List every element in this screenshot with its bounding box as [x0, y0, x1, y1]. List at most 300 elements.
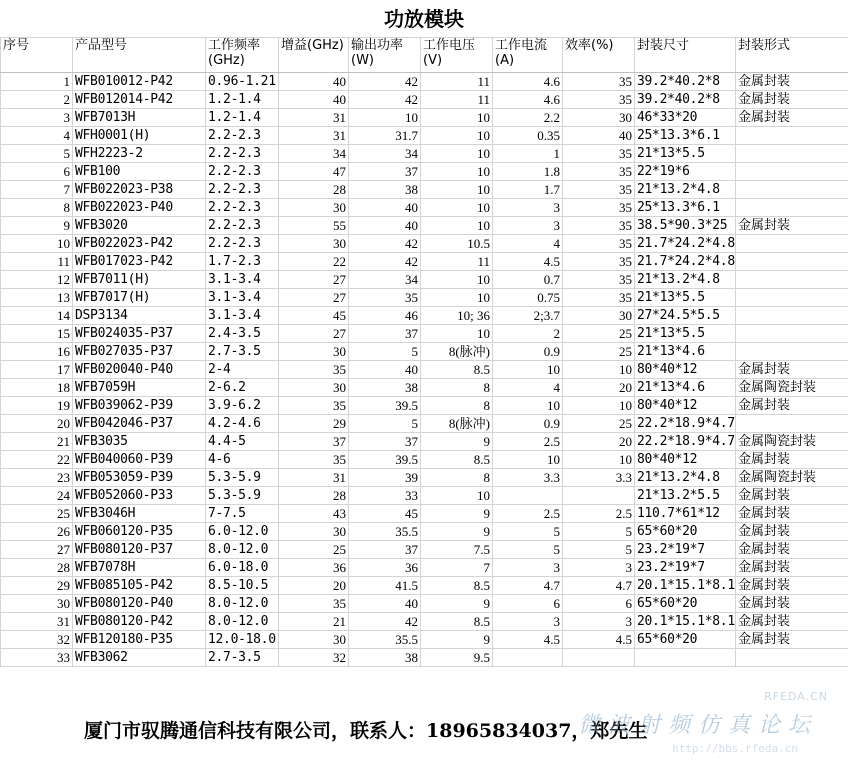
- cell-index: 10: [1, 235, 73, 253]
- cell-voltage: 10: [421, 127, 493, 145]
- cell-current: 0.75: [493, 289, 563, 307]
- cell-frequency: 6.0-18.0: [206, 559, 279, 577]
- col-header-frequency: 工作频率(GHz): [206, 38, 279, 73]
- col-header-output-power: 输出功率(W): [349, 38, 421, 73]
- cell-index: 20: [1, 415, 73, 433]
- col-header-efficiency: 效率(%): [563, 38, 635, 73]
- table-row: [1, 181, 848, 199]
- cell-index: 1: [1, 73, 73, 91]
- cell-voltage: 10: [421, 325, 493, 343]
- cell-efficiency: 20: [563, 433, 635, 451]
- cell-package-type: 金属封装: [736, 631, 848, 649]
- cell-package-size: 22.2*18.9*4.7: [635, 433, 736, 451]
- cell-package-type: [736, 199, 848, 217]
- cell-output-power: 37: [349, 325, 421, 343]
- cell-frequency: 2-6.2: [206, 379, 279, 397]
- cell-package-type: [736, 181, 848, 199]
- cell-voltage: 8.5: [421, 451, 493, 469]
- cell-frequency: 8.0-12.0: [206, 541, 279, 559]
- cell-current: 5: [493, 541, 563, 559]
- cell-index: 12: [1, 271, 73, 289]
- table-row: [1, 541, 848, 559]
- cell-frequency: 2.4-3.5: [206, 325, 279, 343]
- table-row: [1, 559, 848, 577]
- cell-index: 31: [1, 613, 73, 631]
- page-title: 功放模块: [384, 7, 464, 31]
- cell-package-type: [736, 145, 848, 163]
- table-row: [1, 577, 848, 595]
- header-row: [1, 38, 848, 73]
- cell-model: WFH0001(H): [73, 127, 206, 145]
- cell-efficiency: 25: [563, 343, 635, 361]
- cell-gain: 30: [279, 523, 349, 541]
- cell-frequency: 8.5-10.5: [206, 577, 279, 595]
- cell-efficiency: 2.5: [563, 505, 635, 523]
- cell-package-size: 21.7*24.2*4.8: [635, 235, 736, 253]
- cell-output-power: 37: [349, 541, 421, 559]
- cell-frequency: 8.0-12.0: [206, 613, 279, 631]
- cell-current: 3: [493, 217, 563, 235]
- cell-efficiency: 6: [563, 595, 635, 613]
- cell-voltage: 10: [421, 181, 493, 199]
- cell-efficiency: 10: [563, 451, 635, 469]
- cell-model: WFB053059-P39: [73, 469, 206, 487]
- cell-gain: 45: [279, 307, 349, 325]
- cell-output-power: 39: [349, 469, 421, 487]
- cell-efficiency: 25: [563, 325, 635, 343]
- cell-package-size: 65*60*20: [635, 631, 736, 649]
- cell-package-type: [736, 307, 848, 325]
- cell-index: 19: [1, 397, 73, 415]
- cell-output-power: 34: [349, 145, 421, 163]
- col-header-package-size: 封装尺寸: [635, 38, 736, 73]
- cell-gain: 32: [279, 649, 349, 667]
- cell-model: WFB080120-P40: [73, 595, 206, 613]
- cell-package-type: [736, 289, 848, 307]
- table-row: [1, 253, 848, 271]
- cell-index: 7: [1, 181, 73, 199]
- cell-output-power: 42: [349, 613, 421, 631]
- col-header-index: 序号: [1, 38, 73, 73]
- cell-voltage: 7: [421, 559, 493, 577]
- cell-efficiency: 4.7: [563, 577, 635, 595]
- cell-output-power: 38: [349, 379, 421, 397]
- cell-output-power: 34: [349, 271, 421, 289]
- cell-package-type: [736, 253, 848, 271]
- cell-model: WFB120180-P35: [73, 631, 206, 649]
- cell-index: 17: [1, 361, 73, 379]
- cell-voltage: 8.5: [421, 577, 493, 595]
- cell-package-type: 金属封装: [736, 451, 848, 469]
- cell-model: WFB027035-P37: [73, 343, 206, 361]
- cell-package-size: 25*13.3*6.1: [635, 199, 736, 217]
- cell-index: 14: [1, 307, 73, 325]
- cell-package-size: 21*13*5.5: [635, 289, 736, 307]
- cell-voltage: 10; 36: [421, 307, 493, 325]
- cell-efficiency: 35: [563, 217, 635, 235]
- cell-efficiency: 35: [563, 73, 635, 91]
- cell-package-size: 20.1*15.1*8.1: [635, 613, 736, 631]
- cell-package-type: 金属封装: [736, 559, 848, 577]
- cell-current: [493, 487, 563, 505]
- table-row: [1, 289, 848, 307]
- cell-efficiency: 35: [563, 145, 635, 163]
- table-row: [1, 433, 848, 451]
- cell-voltage: 9: [421, 523, 493, 541]
- cell-gain: 30: [279, 343, 349, 361]
- cell-efficiency: 35: [563, 181, 635, 199]
- cell-index: 2: [1, 91, 73, 109]
- cell-index: 32: [1, 631, 73, 649]
- cell-efficiency: 30: [563, 307, 635, 325]
- cell-efficiency: 35: [563, 199, 635, 217]
- cell-model: WFB012014-P42: [73, 91, 206, 109]
- cell-frequency: 1.2-1.4: [206, 91, 279, 109]
- cell-model: WFB022023-P40: [73, 199, 206, 217]
- cell-package-size: 21*13.2*5.5: [635, 487, 736, 505]
- cell-model: WFB060120-P35: [73, 523, 206, 541]
- table-row: [1, 451, 848, 469]
- cell-voltage: 8: [421, 379, 493, 397]
- cell-efficiency: 3: [563, 559, 635, 577]
- cell-gain: 21: [279, 613, 349, 631]
- cell-gain: 29: [279, 415, 349, 433]
- cell-package-size: 21*13*5.5: [635, 145, 736, 163]
- cell-efficiency: 35: [563, 253, 635, 271]
- cell-efficiency: [563, 649, 635, 667]
- table-row: [1, 163, 848, 181]
- cell-output-power: 37: [349, 433, 421, 451]
- cell-output-power: 42: [349, 235, 421, 253]
- cell-package-size: 80*40*12: [635, 397, 736, 415]
- cell-gain: 27: [279, 325, 349, 343]
- table-row: [1, 145, 848, 163]
- cell-model: WFB085105-P42: [73, 577, 206, 595]
- cell-frequency: 7-7.5: [206, 505, 279, 523]
- cell-package-type: 金属封装: [736, 523, 848, 541]
- cell-voltage: 11: [421, 73, 493, 91]
- product-table: [0, 37, 848, 667]
- cell-frequency: 3.1-3.4: [206, 289, 279, 307]
- cell-index: 15: [1, 325, 73, 343]
- cell-package-type: [736, 271, 848, 289]
- cell-output-power: 45: [349, 505, 421, 523]
- cell-index: 27: [1, 541, 73, 559]
- cell-model: WFB052060-P33: [73, 487, 206, 505]
- cell-output-power: 42: [349, 253, 421, 271]
- cell-package-size: 21*13.2*4.8: [635, 469, 736, 487]
- cell-voltage: 8: [421, 397, 493, 415]
- cell-package-type: 金属封装: [736, 73, 848, 91]
- cell-gain: 35: [279, 361, 349, 379]
- cell-output-power: 35.5: [349, 523, 421, 541]
- table-row: [1, 343, 848, 361]
- cell-current: 0.7: [493, 271, 563, 289]
- cell-current: 2: [493, 325, 563, 343]
- cell-voltage: 11: [421, 253, 493, 271]
- cell-package-size: 46*33*20: [635, 109, 736, 127]
- cell-frequency: 2.2-2.3: [206, 145, 279, 163]
- cell-package-type: 金属封装: [736, 217, 848, 235]
- cell-frequency: 2-4: [206, 361, 279, 379]
- cell-package-type: [736, 649, 848, 667]
- cell-voltage: 9: [421, 505, 493, 523]
- watermark-url: http://bbs.rfeda.cn: [672, 742, 798, 755]
- cell-voltage: 7.5: [421, 541, 493, 559]
- cell-model: DSP3134: [73, 307, 206, 325]
- cell-package-type: 金属封装: [736, 487, 848, 505]
- cell-frequency: 3.1-3.4: [206, 271, 279, 289]
- watermark-script: 微波射频仿真论坛: [577, 713, 818, 738]
- cell-current: 4: [493, 379, 563, 397]
- cell-model: WFB3020: [73, 217, 206, 235]
- cell-gain: 31: [279, 469, 349, 487]
- cell-model: WFB022023-P38: [73, 181, 206, 199]
- cell-index: 18: [1, 379, 73, 397]
- table-row: [1, 649, 848, 667]
- cell-efficiency: 35: [563, 271, 635, 289]
- cell-current: 4.6: [493, 91, 563, 109]
- cell-package-type: [736, 163, 848, 181]
- cell-frequency: 4.4-5: [206, 433, 279, 451]
- cell-efficiency: 30: [563, 109, 635, 127]
- cell-output-power: 39.5: [349, 451, 421, 469]
- cell-current: [493, 649, 563, 667]
- cell-package-size: 21*13*4.6: [635, 343, 736, 361]
- cell-index: 6: [1, 163, 73, 181]
- cell-current: 10: [493, 397, 563, 415]
- cell-package-size: 20.1*15.1*8.1: [635, 577, 736, 595]
- cell-current: 2.5: [493, 433, 563, 451]
- cell-gain: 35: [279, 397, 349, 415]
- cell-frequency: 2.2-2.3: [206, 199, 279, 217]
- cell-output-power: 36: [349, 559, 421, 577]
- cell-index: 13: [1, 289, 73, 307]
- cell-package-type: 金属封装: [736, 109, 848, 127]
- cell-voltage: 10: [421, 289, 493, 307]
- cell-voltage: 10.5: [421, 235, 493, 253]
- cell-current: 4.5: [493, 631, 563, 649]
- cell-model: WFB020040-P40: [73, 361, 206, 379]
- cell-model: WFB3062: [73, 649, 206, 667]
- cell-voltage: 9: [421, 595, 493, 613]
- table-row: [1, 235, 848, 253]
- cell-efficiency: [563, 487, 635, 505]
- cell-model: WFB017023-P42: [73, 253, 206, 271]
- cell-gain: 31: [279, 109, 349, 127]
- cell-gain: 30: [279, 631, 349, 649]
- cell-efficiency: 5: [563, 541, 635, 559]
- cell-package-size: 23.2*19*7: [635, 559, 736, 577]
- cell-output-power: 38: [349, 649, 421, 667]
- cell-efficiency: 25: [563, 415, 635, 433]
- cell-gain: 31: [279, 127, 349, 145]
- table-row: [1, 505, 848, 523]
- cell-model: WFB7059H: [73, 379, 206, 397]
- cell-efficiency: 3: [563, 613, 635, 631]
- cell-voltage: 10: [421, 145, 493, 163]
- cell-voltage: 10: [421, 271, 493, 289]
- cell-gain: 43: [279, 505, 349, 523]
- cell-package-type: 金属陶瓷封装: [736, 379, 848, 397]
- cell-output-power: 5: [349, 343, 421, 361]
- cell-package-size: 80*40*12: [635, 451, 736, 469]
- cell-output-power: 31.7: [349, 127, 421, 145]
- table-row: [1, 73, 848, 91]
- table-row: [1, 595, 848, 613]
- cell-package-type: 金属封装: [736, 595, 848, 613]
- cell-index: 11: [1, 253, 73, 271]
- cell-gain: 28: [279, 181, 349, 199]
- table-row: [1, 109, 848, 127]
- cell-frequency: 2.2-2.3: [206, 127, 279, 145]
- table-row: [1, 361, 848, 379]
- table-row: [1, 307, 848, 325]
- cell-gain: 20: [279, 577, 349, 595]
- cell-gain: 47: [279, 163, 349, 181]
- cell-current: 1.7: [493, 181, 563, 199]
- cell-current: 3: [493, 559, 563, 577]
- cell-index: 24: [1, 487, 73, 505]
- cell-frequency: 5.3-5.9: [206, 487, 279, 505]
- cell-efficiency: 3.3: [563, 469, 635, 487]
- cell-frequency: 12.0-18.0: [206, 631, 279, 649]
- table-row: [1, 523, 848, 541]
- cell-package-size: 39.2*40.2*8: [635, 91, 736, 109]
- table-row: [1, 127, 848, 145]
- cell-model: WFB010012-P42: [73, 73, 206, 91]
- cell-efficiency: 10: [563, 361, 635, 379]
- cell-output-power: 46: [349, 307, 421, 325]
- cell-frequency: 3.1-3.4: [206, 307, 279, 325]
- cell-efficiency: 4.5: [563, 631, 635, 649]
- cell-current: 3.3: [493, 469, 563, 487]
- cell-output-power: 5: [349, 415, 421, 433]
- cell-current: 3: [493, 199, 563, 217]
- table-row: [1, 91, 848, 109]
- cell-gain: 36: [279, 559, 349, 577]
- cell-current: 3: [493, 613, 563, 631]
- cell-output-power: 42: [349, 73, 421, 91]
- cell-model: WFB7013H: [73, 109, 206, 127]
- table-row: [1, 415, 848, 433]
- cell-voltage: 8(脉冲): [421, 415, 493, 433]
- cell-package-size: [635, 649, 736, 667]
- cell-gain: 27: [279, 289, 349, 307]
- cell-index: 5: [1, 145, 73, 163]
- table-row: [1, 217, 848, 235]
- cell-model: WFB100: [73, 163, 206, 181]
- table-row: [1, 613, 848, 631]
- cell-model: WFH2223-2: [73, 145, 206, 163]
- cell-package-type: 金属陶瓷封装: [736, 469, 848, 487]
- watermark-site: RFEDA.CN: [764, 690, 828, 703]
- cell-package-size: 27*24.5*5.5: [635, 307, 736, 325]
- cell-frequency: 4.2-4.6: [206, 415, 279, 433]
- cell-package-type: [736, 415, 848, 433]
- cell-gain: 35: [279, 451, 349, 469]
- cell-package-type: 金属封装: [736, 613, 848, 631]
- cell-package-size: 80*40*12: [635, 361, 736, 379]
- cell-output-power: 33: [349, 487, 421, 505]
- cell-index: 33: [1, 649, 73, 667]
- cell-index: 21: [1, 433, 73, 451]
- cell-efficiency: 10: [563, 397, 635, 415]
- cell-package-size: 21*13*4.6: [635, 379, 736, 397]
- cell-package-size: 22*19*6: [635, 163, 736, 181]
- cell-current: 5: [493, 523, 563, 541]
- cell-voltage: 8.5: [421, 361, 493, 379]
- cell-model: WFB039062-P39: [73, 397, 206, 415]
- cell-voltage: 11: [421, 91, 493, 109]
- cell-efficiency: 35: [563, 289, 635, 307]
- cell-output-power: 40: [349, 595, 421, 613]
- cell-output-power: 40: [349, 199, 421, 217]
- cell-frequency: 6.0-12.0: [206, 523, 279, 541]
- table-row: [1, 397, 848, 415]
- cell-current: 4: [493, 235, 563, 253]
- col-header-current: 工作电流(A): [493, 38, 563, 73]
- cell-index: 3: [1, 109, 73, 127]
- cell-frequency: 3.9-6.2: [206, 397, 279, 415]
- cell-index: 9: [1, 217, 73, 235]
- cell-model: WFB022023-P42: [73, 235, 206, 253]
- table-row: [1, 271, 848, 289]
- cell-package-size: 65*60*20: [635, 595, 736, 613]
- cell-efficiency: 35: [563, 163, 635, 181]
- cell-index: 29: [1, 577, 73, 595]
- cell-package-size: 25*13.3*6.1: [635, 127, 736, 145]
- cell-current: 4.6: [493, 73, 563, 91]
- cell-gain: 30: [279, 379, 349, 397]
- cell-current: 0.9: [493, 343, 563, 361]
- cell-package-type: [736, 325, 848, 343]
- cell-voltage: 8: [421, 469, 493, 487]
- cell-model: WFB042046-P37: [73, 415, 206, 433]
- cell-output-power: 10: [349, 109, 421, 127]
- cell-gain: 55: [279, 217, 349, 235]
- cell-package-size: 21*13*5.5: [635, 325, 736, 343]
- cell-output-power: 37: [349, 163, 421, 181]
- cell-index: 16: [1, 343, 73, 361]
- cell-model: WFB024035-P37: [73, 325, 206, 343]
- cell-gain: 34: [279, 145, 349, 163]
- contact-footer: 厦门市驭腾通信科技有限公司，联系人：18965834037，郑先生: [84, 720, 648, 742]
- cell-index: 8: [1, 199, 73, 217]
- cell-index: 25: [1, 505, 73, 523]
- cell-gain: 40: [279, 91, 349, 109]
- cell-voltage: 9: [421, 631, 493, 649]
- cell-current: 4.7: [493, 577, 563, 595]
- cell-current: 1: [493, 145, 563, 163]
- cell-package-size: 38.5*90.3*25: [635, 217, 736, 235]
- col-header-gain: 增益(GHz): [279, 38, 349, 73]
- cell-current: 2;3.7: [493, 307, 563, 325]
- cell-output-power: 40: [349, 217, 421, 235]
- cell-voltage: 8(脉冲): [421, 343, 493, 361]
- cell-model: WFB7078H: [73, 559, 206, 577]
- cell-output-power: 39.5: [349, 397, 421, 415]
- cell-current: 4.5: [493, 253, 563, 271]
- cell-frequency: 0.96-1.21: [206, 73, 279, 91]
- cell-efficiency: 20: [563, 379, 635, 397]
- cell-voltage: 10: [421, 163, 493, 181]
- cell-package-size: 22.2*18.9*4.7: [635, 415, 736, 433]
- cell-package-size: 65*60*20: [635, 523, 736, 541]
- cell-output-power: 38: [349, 181, 421, 199]
- cell-gain: 27: [279, 271, 349, 289]
- cell-frequency: 1.7-2.3: [206, 253, 279, 271]
